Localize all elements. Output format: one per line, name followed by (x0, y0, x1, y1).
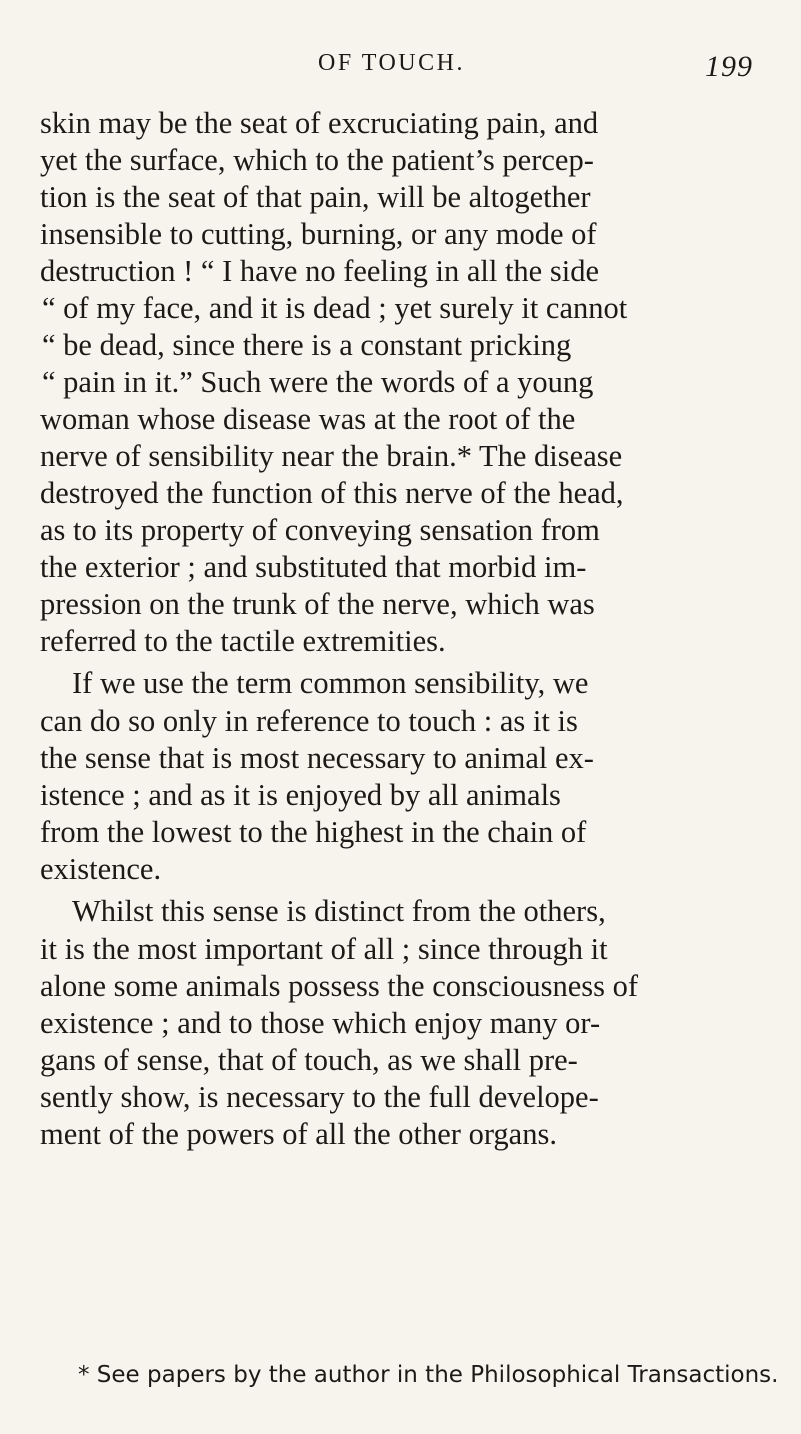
text-line: woman whose disease was at the root of the (40, 402, 576, 436)
text-line: If we use the term common sensibility, we (72, 666, 589, 700)
text-line: nerve of sensibility near the brain.* The disease (40, 439, 623, 473)
text-line: insensible to cutting, burning, or any mode of (40, 217, 597, 251)
text-line: can do so only in reference to touch : as it is (40, 704, 578, 738)
text-line: destruction ! “ I have no feeling in all the side (40, 254, 599, 288)
text-line: yet the surface, which to the patient’s percep- (40, 143, 594, 177)
text-line: ment of the powers of all the other organs. (40, 1117, 557, 1151)
text-line: gans of sense, that of touch, as we shall pre- (40, 1043, 578, 1077)
text-line: alone some animals possess the consciousness of (40, 969, 639, 1003)
text-line: istence ; and as it is enjoyed by all animals (40, 778, 561, 812)
text-line: the sense that is most necessary to animal ex- (40, 741, 594, 775)
text-line: as to its property of conveying sensation from (40, 513, 600, 547)
text-line: sently show, is necessary to the full develope- (40, 1080, 599, 1114)
text-line: destroyed the function of this nerve of the head, (40, 476, 624, 510)
text-line: Whilst this sense is distinct from the others, (72, 894, 606, 928)
text-line: “ of my face, and it is dead ; yet surely it cannot (42, 291, 628, 325)
text-line: skin may be the seat of excruciating pain, and (40, 106, 599, 140)
text-line: “ pain in it.” Such were the words of a young (42, 365, 594, 399)
running-head: OF TOUCH. (318, 50, 465, 76)
page-number: 199 (705, 50, 753, 83)
text-line: the exterior ; and substituted that morbid im- (40, 550, 587, 584)
text-line: “ be dead, since there is a constant pricking (42, 328, 572, 362)
text-line: referred to the tactile extremities. (40, 624, 446, 658)
footnote: * See papers by the author in the Philosophical Transactions. (78, 1362, 779, 1388)
text-line: from the lowest to the highest in the chain of (40, 815, 587, 849)
text-line: existence. (40, 852, 162, 886)
text-line: pression on the trunk of the nerve, which was (40, 587, 595, 621)
text-line: existence ; and to those which enjoy many or- (40, 1006, 601, 1040)
text-line: it is the most important of all ; since through it (40, 932, 608, 966)
text-line: tion is the seat of that pain, will be altogether (40, 180, 591, 214)
